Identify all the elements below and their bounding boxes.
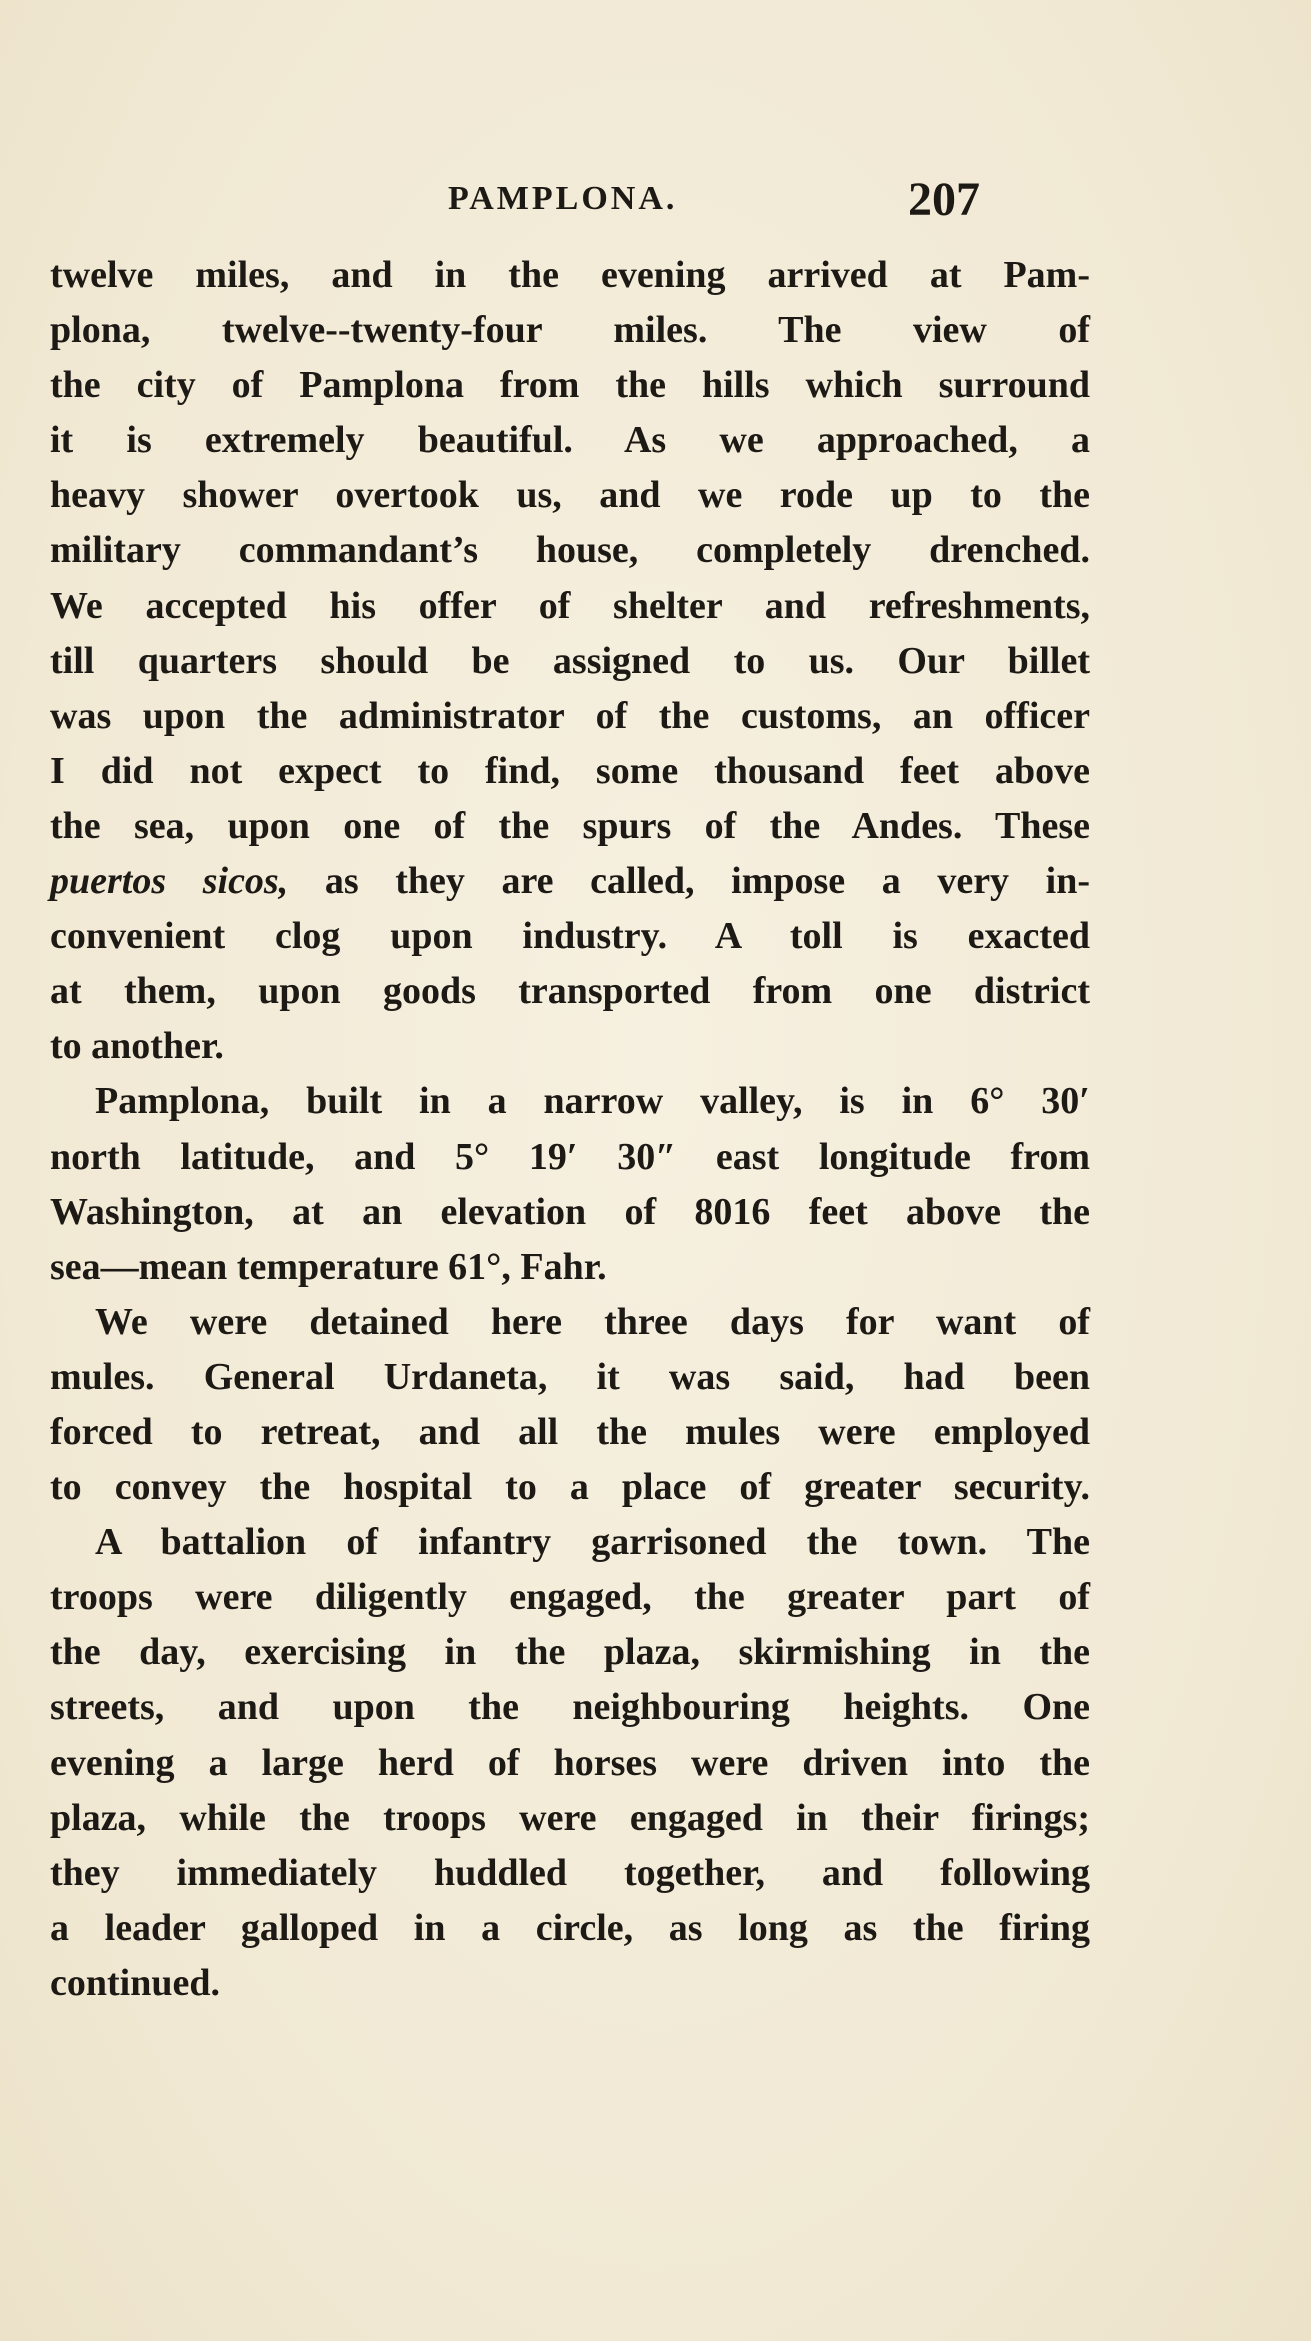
text-line: Pamplona, built in a narrow valley, is in 6° 30′: [95, 1080, 1090, 1123]
text-line: continued.: [50, 1961, 220, 2004]
text-line: a leader galloped in a circle, as long as the firing: [50, 1906, 1090, 1949]
text-line: [50, 854, 1090, 909]
text-line: at them, upon goods transported from one district: [50, 970, 1090, 1013]
text-line: the sea, upon one of the spurs of the Andes. These: [50, 804, 1090, 847]
italic-phrase: puertos sicos,: [50, 860, 289, 903]
text-line: evening a large herd of horses were driven into the: [50, 1741, 1090, 1784]
text-line: sea—mean temperature 61°, Fahr.: [50, 1245, 607, 1288]
running-head: [50, 172, 1090, 232]
text-line: Washington, at an elevation of 8016 feet above the: [50, 1190, 1090, 1233]
text-line: the city of Pamplona from the hills which surround: [50, 364, 1090, 407]
page-number: 207: [908, 173, 980, 226]
text-line: to convey the hospital to a place of greater security.: [50, 1466, 1090, 1509]
body-text: [50, 248, 1090, 2011]
text-line: I did not expect to find, some thousand feet above: [50, 749, 1090, 792]
text-line: We accepted his offer of shelter and refreshments,: [50, 584, 1090, 627]
text-line: plona, twelve--twenty-four miles. The view of: [50, 309, 1090, 352]
text-line: the day, exercising in the plaza, skirmishing in the: [50, 1631, 1090, 1674]
text-line: they immediately huddled together, and following: [50, 1851, 1090, 1894]
running-head-title: PAMPLONA.: [448, 180, 678, 217]
text-line: We were detained here three days for want of: [95, 1300, 1090, 1343]
text-line: was upon the administrator of the customs, an officer: [50, 694, 1090, 737]
text-line: troops were diligently engaged, the greater part of: [50, 1576, 1090, 1619]
text-line: heavy shower overtook us, and we rode up to the: [50, 474, 1090, 517]
text-line: till quarters should be assigned to us. Our billet: [50, 639, 1090, 682]
text-line: military commandant’s house, completely drenched.: [50, 529, 1090, 572]
text-line: north latitude, and 5° 19′ 30″ east longitude from: [50, 1135, 1090, 1178]
text-line: A battalion of infantry garrisoned the town. The: [95, 1521, 1090, 1564]
text-line: forced to retreat, and all the mules were employed: [50, 1410, 1090, 1453]
text-line: to another.: [50, 1025, 224, 1068]
text-line: convenient clog upon industry. A toll is exacted: [50, 915, 1090, 958]
text-line-rest: as they are called, impose a very in-: [288, 860, 1090, 903]
text-line: it is extremely beautiful. As we approached, a: [50, 419, 1090, 462]
text-line: streets, and upon the neighbouring heights. One: [50, 1686, 1090, 1729]
text-line: twelve miles, and in the evening arrived at Pam-: [50, 254, 1090, 296]
text-line: plaza, while the troops were engaged in their firings;: [50, 1796, 1090, 1839]
text-line: mules. General Urdaneta, it was said, had been: [50, 1355, 1090, 1398]
